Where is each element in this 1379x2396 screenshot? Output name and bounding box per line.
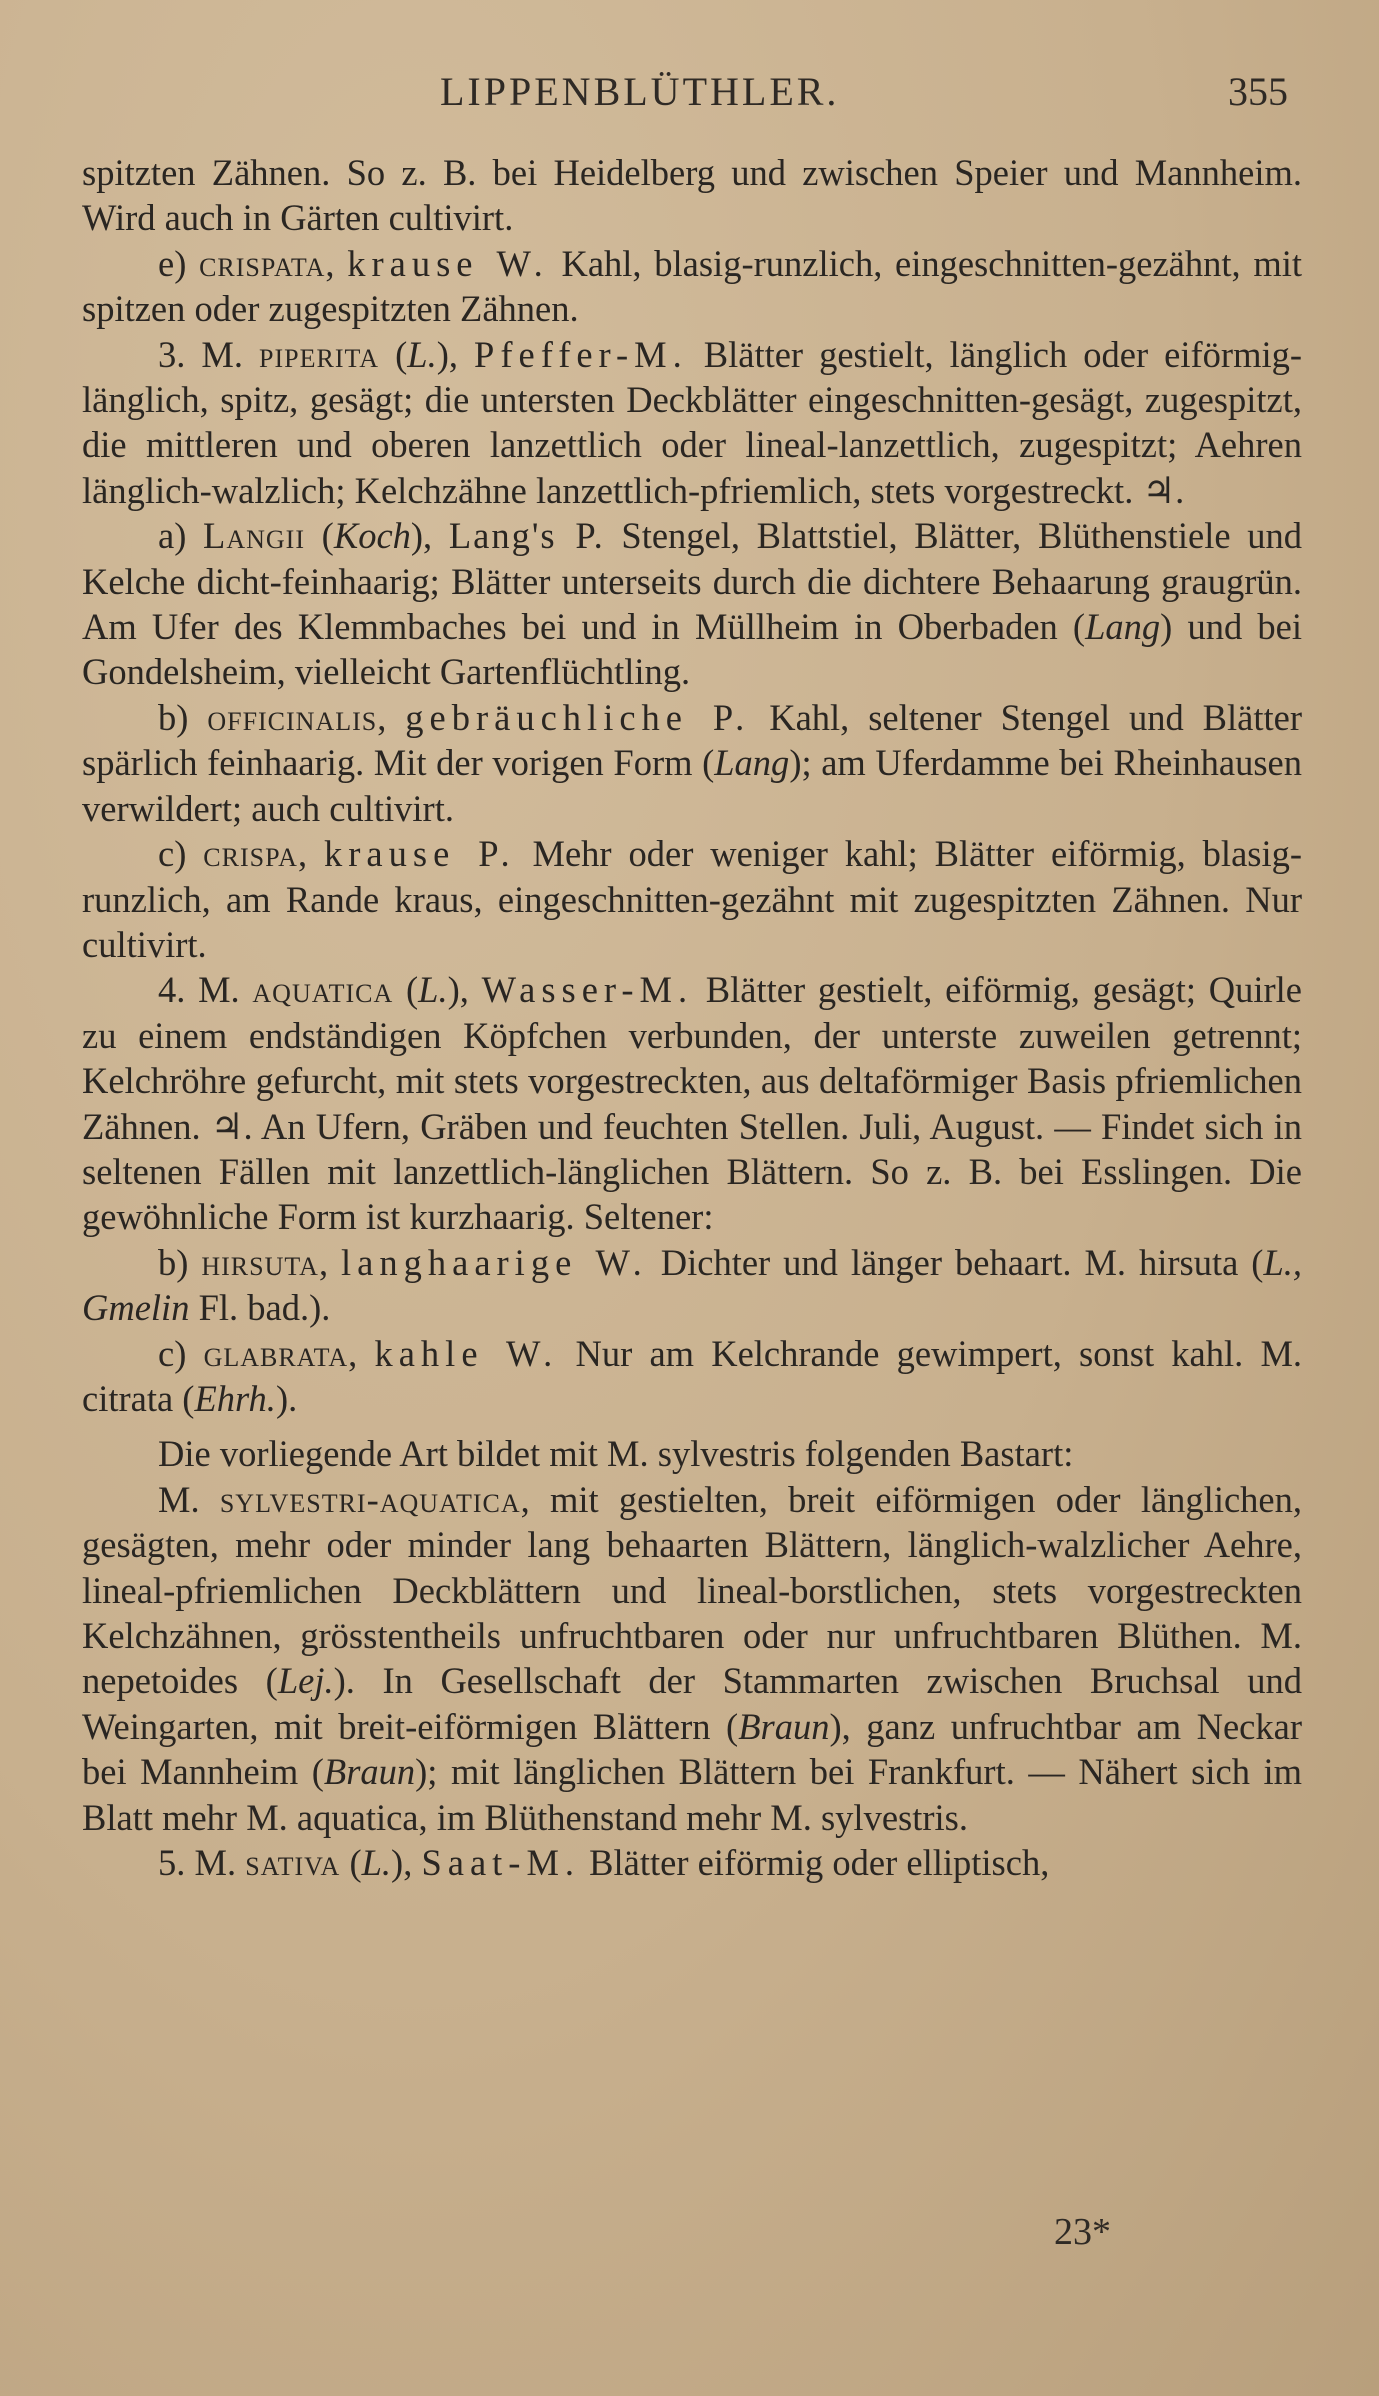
page-header [0, 68, 1379, 118]
paragraph-continuation: spitzten Zähnen. So z. B. bei Heidelberg und zwischen Speier und Mannheim. Wird auch in Gärten cultivirt. [82, 152, 1302, 239]
paragraph-langii: a) Langii (Koch), Lang's P. Stengel, Blattstiel, Blätter, Blüthenstiele und Kelche dicht-feinhaarig; Blätter unterseits durch die dichtere Behaarung graugrün. Am Ufer des Klemmbaches bei und in Müllheim in Oberbaden (Lang) und bei Gondelsheim, vielleicht Gartenflüchtling. [82, 515, 1303, 693]
paragraph-sylvestri-aquatica: M. sylvestri-aquatica, mit gestielten, breit eiförmigen oder länglichen, gesägten, mehr oder minder lang behaarten Blättern, länglich-walzlicher Aehre, lineal-pfriemlichen Deckblättern und lineal-borstlichen, stets vorgestreckten Kelchzähnen, grösstentheils unfruchtbaren oder nur unfruchtbaren Blüthen. M. nepetoides (Lej.). In Gesellschaft der Stammarten zwischen Bruchsal und Weingarten, mit breit-eiförmigen Blättern (Braun), ganz unfruchtbar am Neckar bei Mannheim (Braun); mit länglichen Blättern bei Frankfurt. — Nähert sich im Blatt mehr M. aquatica, im Blüthenstand mehr M. sylvestris. [82, 1478, 1303, 1838]
paragraph-aquatica: 4. M. aquatica (L.), Wasser-M. Blätter gestielt, eiförmig, gesägt; Quirle zu einem endständigen Köpfchen verbunden, der unterste zuweilen getrennt; Kelchröhre gefurcht, mit stets vorgestreckten, aus deltaförmiger Basis pfriemlichen Zähnen. ♃. An Ufern, Gräben und feuchten Stellen. Juli, August. — Findet sich in seltenen Fällen mit lanzettlich-länglichen Blättern. So z. B. bei Esslingen. Die gewöhnliche Form ist kurzhaarig. Seltener: [82, 969, 1302, 1238]
paragraph-officinalis: b) officinalis, gebräuchliche P. Kahl, seltener Stengel und Blätter spärlich feinhaarig. Mit der vorigen Form (Lang); am Uferdamme bei Rheinhausen verwildert; auch cultivirt. [82, 696, 1303, 829]
paragraph-crispa: c) crispa, krause P. Mehr oder weniger kahl; Blätter eiförmig, blasig-runzlich, am Rande kraus, eingeschnitten-gezähnt mit zugespitzten Zähnen. Nur cultivirt. [82, 833, 1303, 965]
running-title: LIPPENBLÜTHLER. [440, 69, 840, 114]
page-number: 355 [1228, 69, 1288, 114]
paragraph-crispata: e) crispata, krause W. Kahl, blasig-runzlich, eingeschnitten-gezähnt, mit spitzen oder zugespitzten Zähnen. [82, 242, 1302, 330]
paragraph-piperita: 3. M. piperita (L.), Pfeffer-M. Blätter gestielt, länglich oder eiförmig-länglich, spitz, gesägt; die untersten Deckblätter eingeschnitten-gesägt, zugespitzt, die mittleren und oberen lanzettlich oder lineal-lanzettlich, zugespitzt; Aehren länglich-walzlich; Kelchzähne lanzettlich-pfriemlich, stets vorgestreckt. ♃. [82, 333, 1303, 511]
paragraph-bastart-intro: Die vorliegende Art bildet mit M. sylvestris folgenden Bastart: [158, 1433, 1074, 1475]
paragraph-sativa: 5. M. sativa (L.), Saat-M. Blätter eiförmig oder elliptisch, [158, 1842, 1050, 1884]
paragraph-glabrata: c) glabrata, kahle W. Nur am Kelchrande gewimpert, sonst kahl. M. citrata (Ehrh.). [82, 1332, 1303, 1419]
paragraph-hirsuta: b) hirsuta, langhaarige W. Dichter und länger behaart. M. hirsuta (L., Gmelin Fl. bad.). [82, 1241, 1302, 1329]
signature-mark: 23* [1054, 2211, 1111, 2253]
body-text [82, 150, 1302, 1885]
